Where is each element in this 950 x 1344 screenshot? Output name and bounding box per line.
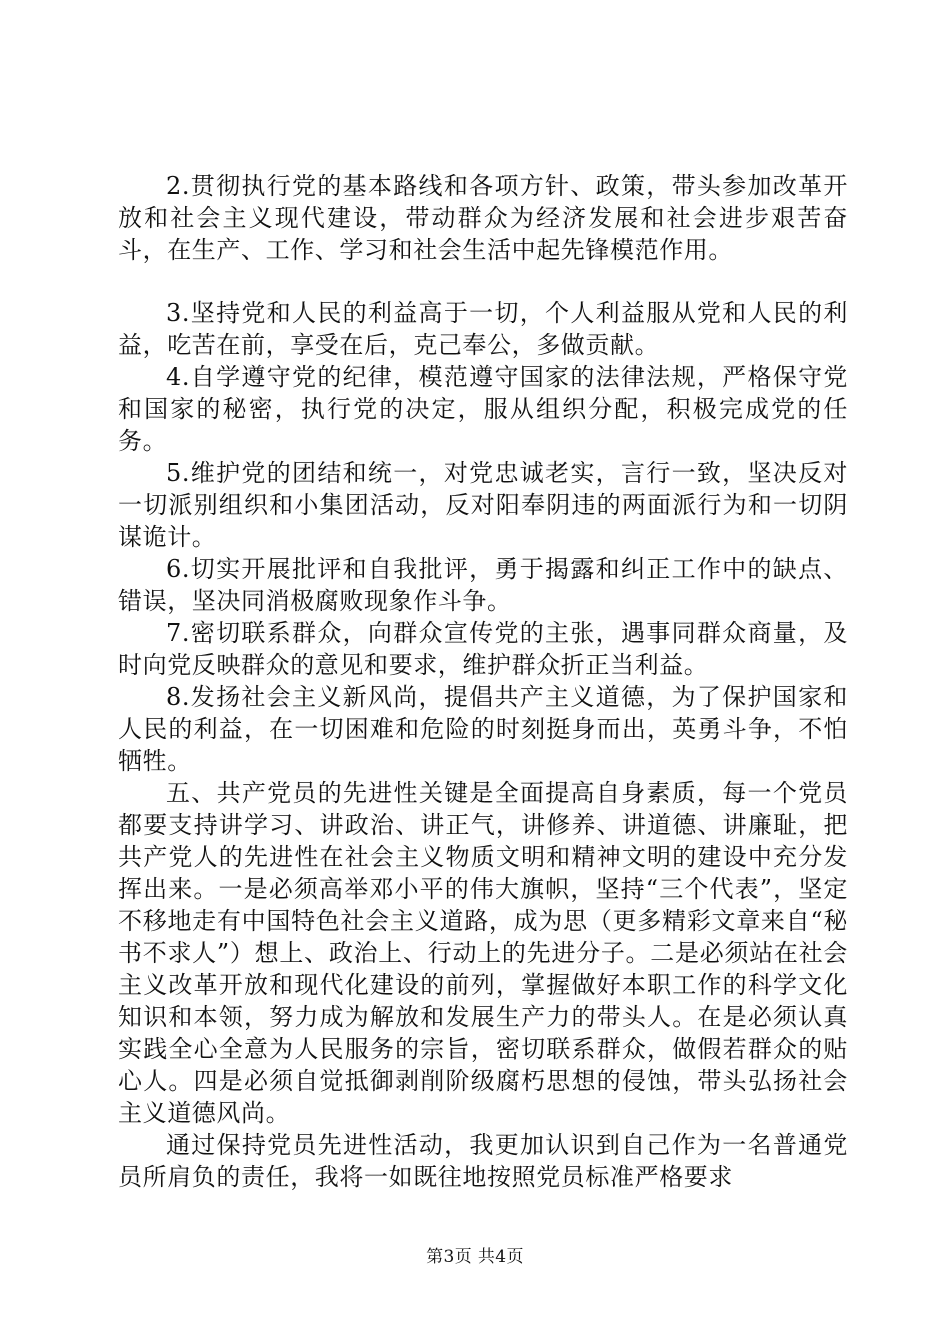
paragraph-item-8: 8.发扬社会主义新风尚，提倡共产主义道德，为了保护国家和人民的利益，在一切困难和危险的时刻挺身而出，英勇斗争，不怕牺牲。 (118, 683, 848, 775)
paragraph-item-2: 2.贯彻执行党的基本路线和各项方针、政策，带头参加改革开放和社会主义现代建设，带动群众为经济发展和社会进步艰苦奋斗，在生产、工作、学习和社会生活中起先锋模范作用。 (118, 172, 848, 264)
paragraph-item-4: 4.自学遵守党的纪律，模范遵守国家的法律法规，严格保守党和国家的秘密，执行党的决定，服从组织分配，积极完成党的任务。 (118, 363, 848, 455)
paragraph-item-3: 3.坚持党和人民的利益高于一切，个人利益服从党和人民的利益，吃苦在前，享受在后，克己奉公，多做贡献。 (118, 299, 848, 359)
paragraph-item-7: 7.密切联系群众，向群众宣传党的主张，遇事同群众商量，及时向党反映群众的意见和要求，维护群众折正当利益。 (118, 619, 848, 679)
paragraph-item-6: 6.切实开展批评和自我批评，勇于揭露和纠正工作中的缺点、错误，坚决同消极腐败现象作斗争。 (118, 555, 848, 615)
paragraph-section-five: 五、共产党员的先进性关键是全面提高自身素质，每一个党员都要支持讲学习、讲政治、讲正气，讲修养、讲道德、讲廉耻，把共产党人的先进性在社会主义物质文明和精神文明的建设中充分发挥出来。一是必须高举邓小平的伟大旗帜，坚持“三个代表”，坚定不移地走有中国特色社会主义道路，成为思（更多精彩文章来自“秘书不求人”）想上、政治上、行动上的先进分子。二是必须站在社会主义改革开放和现代化建设的前列，掌握做好本职工作的科学文化知识和本领，努力成为解放和发展生产力的带头人。在是必须认真实践全心全意为人民服务的宗旨，密切联系群众，做假若群众的贴心人。四是必须自觉抵御剥削阶级腐朽思想的侵蚀，带头弘扬社会主义道德风尚。 (118, 779, 848, 1127)
paragraph-item-5: 5.维护党的团结和统一，对党忠诚老实，言行一致，坚决反对一切派别组织和小集团活动，反对阳奉阴违的两面派行为和一切阴谋诡计。 (118, 459, 848, 551)
document-body (118, 170, 848, 1193)
paragraph-conclusion: 通过保持党员先进性活动，我更加认识到自己作为一名普通党员所肩负的责任，我将一如既往地按照党员标准严格要求 (118, 1131, 848, 1191)
page-footer: 第3页 共4页 (426, 1247, 524, 1267)
